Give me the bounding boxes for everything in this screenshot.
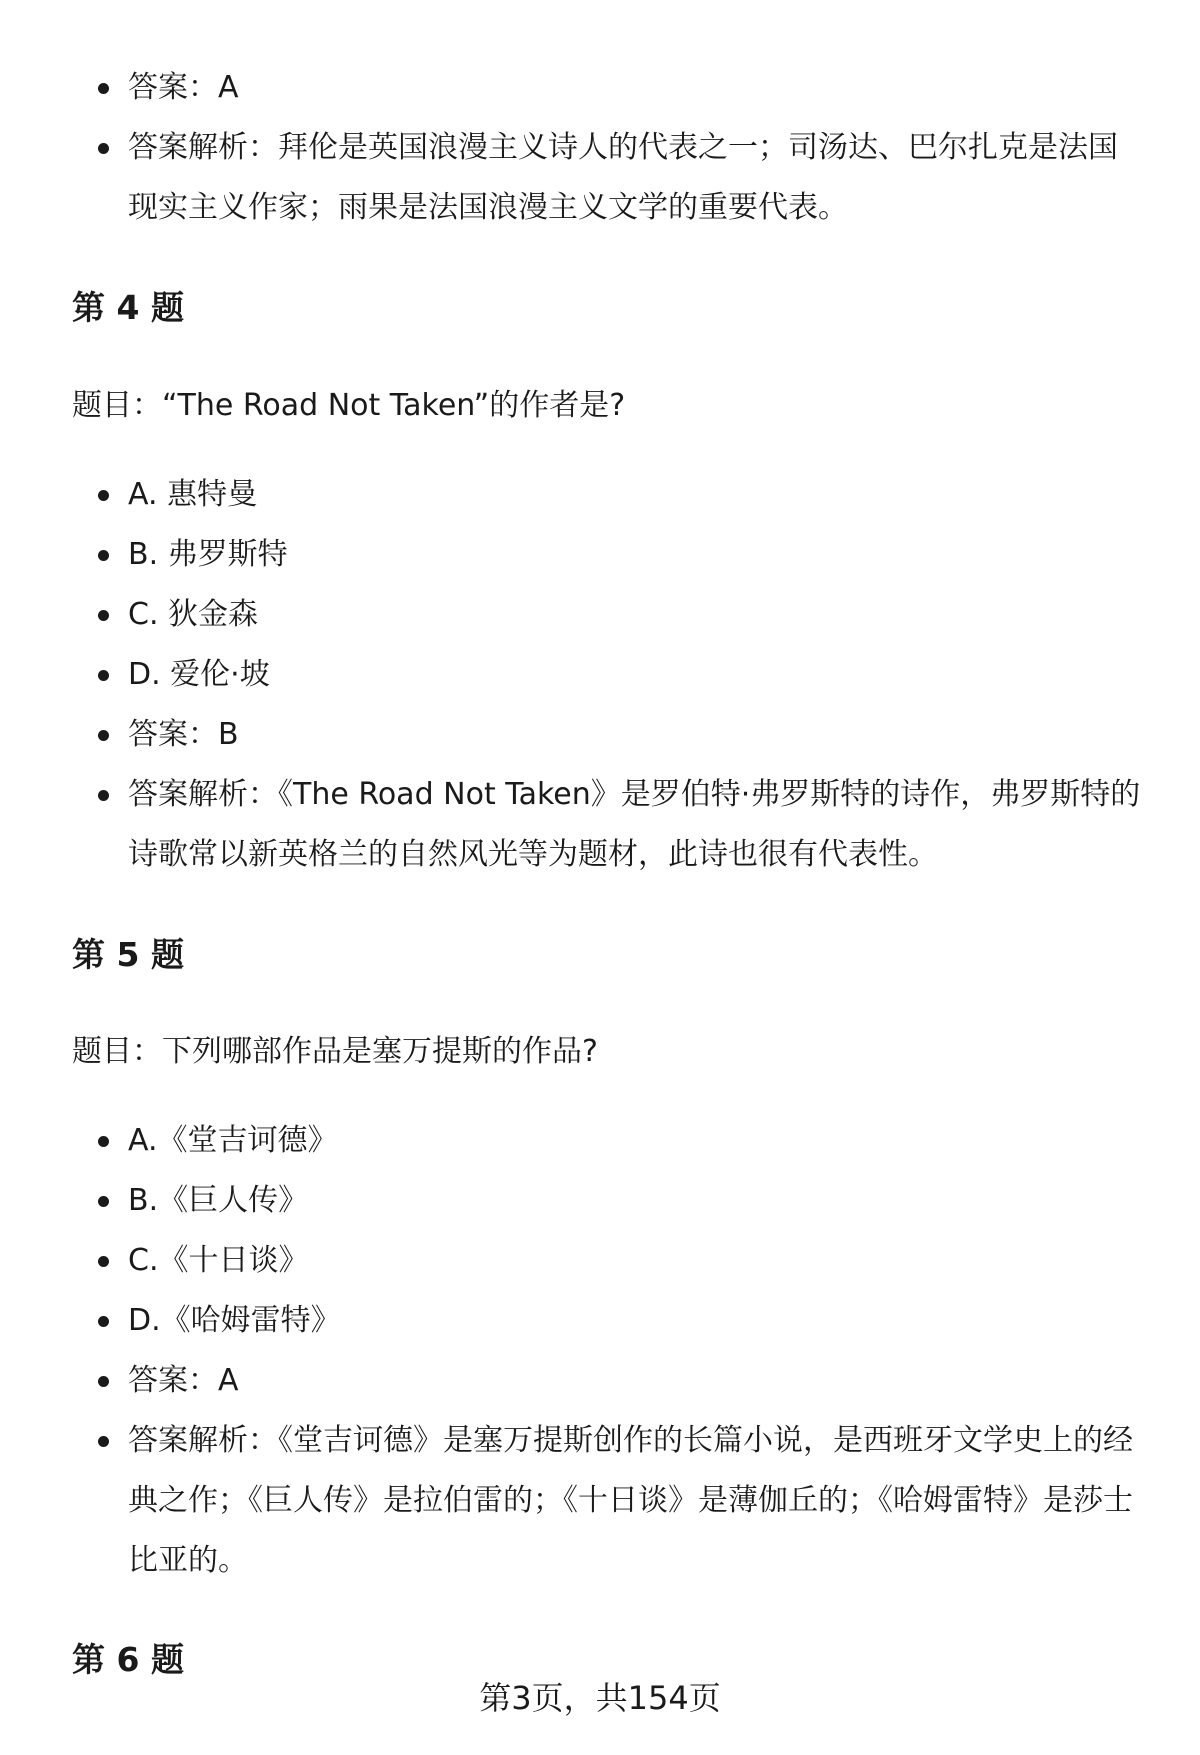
list-item [0,1411,1200,1591]
bullet-icon [98,730,109,741]
q5-option-c: C.《十日谈》 [128,1243,309,1278]
q3-list [0,58,1200,238]
q4-explanation: 答案解析：《The Road Not Taken》是罗伯特·弗罗斯特的诗作，弗罗斯特的诗歌常以新英格兰的自然风光等为题材，此诗也很有代表性。 [128,777,1141,872]
list-item [0,58,1200,118]
bullet-icon [98,143,109,154]
q5-option-a: A.《堂吉诃德》 [128,1123,338,1158]
q4-option-b: B. 弗罗斯特 [128,537,288,572]
bullet-icon [98,1136,109,1147]
q4-option-a: A. 惠特曼 [128,477,258,512]
list-item [0,765,1200,885]
bullet-icon [98,1316,109,1327]
q5-list [0,1111,1200,1591]
list-item [0,645,1200,705]
list-item [0,1351,1200,1411]
q4-heading: 第 4 题 [72,288,184,327]
list-item [0,465,1200,525]
bullet-icon [98,610,109,621]
list-item [0,1231,1200,1291]
bullet-icon [98,790,109,801]
q4-answer: 答案：B [128,717,239,752]
bullet-icon [98,83,109,94]
q5-question: 题目：下列哪部作品是塞万提斯的作品? [72,1034,598,1069]
bullet-icon [98,670,109,681]
list-item [0,1171,1200,1231]
list-item [0,1111,1200,1171]
bullet-icon [98,1196,109,1207]
page-number-footer: 第3页，共154页 [479,1679,721,1717]
bullet-icon [98,550,109,561]
q3-answer: 答案：A [128,70,239,105]
q5-option-d: D.《哈姆雷特》 [128,1303,341,1338]
q6-heading: 第 6 题 [72,1640,184,1679]
bullet-icon [98,1436,109,1447]
bullet-icon [98,1376,109,1387]
bullet-icon [98,1256,109,1267]
q5-explanation: 答案解析：《堂吉诃德》是塞万提斯创作的长篇小说，是西班牙文学史上的经典之作；《巨人传》是拉伯雷的；《十日谈》是薄伽丘的；《哈姆雷特》是莎士比亚的。 [128,1423,1133,1578]
list-item [0,525,1200,585]
q4-question: 题目：“The Road Not Taken”的作者是? [72,388,626,423]
q5-option-b: B.《巨人传》 [128,1183,309,1218]
q3-explanation: 答案解析：拜伦是英国浪漫主义诗人的代表之一；司汤达、巴尔扎克是法国现实主义作家；雨果是法国浪漫主义文学的重要代表。 [128,130,1118,225]
q4-option-c: C. 狄金森 [128,597,259,632]
q4-option-d: D. 爱伦·坡 [128,657,270,692]
bullet-icon [98,490,109,501]
list-item [0,705,1200,765]
list-item [0,1291,1200,1351]
list-item [0,585,1200,645]
list-item [0,118,1200,238]
q5-heading: 第 5 题 [72,935,184,974]
q4-list [0,465,1200,885]
q5-answer: 答案：A [128,1363,239,1398]
